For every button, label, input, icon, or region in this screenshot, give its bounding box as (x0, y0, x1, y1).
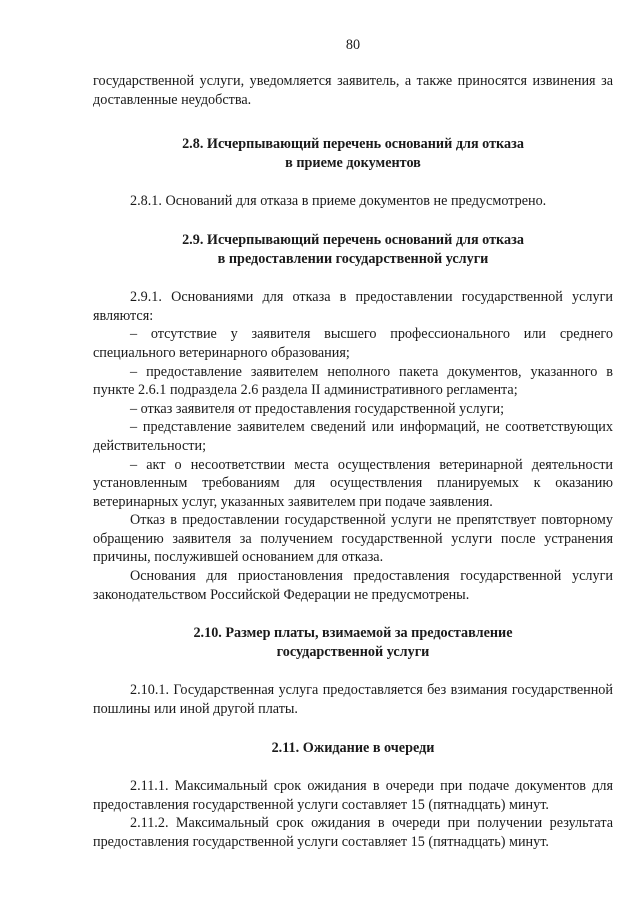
section-2-11-heading-line1: 2.11. Ожидание в очереди (271, 739, 435, 756)
paragraph-2-8-1: 2.8.1. Оснований для отказа в приеме документов не предусмотрено. (130, 193, 547, 210)
section-2-8-heading-line1: 2.8. Исчерпывающий перечень оснований для отказа (182, 136, 524, 153)
list-item-applicant-refusal: – отказ заявителя от предоставления государственной услуги; (130, 400, 505, 417)
paragraph-2-11-1: 2.11.1. Максимальный срок ожидания в очереди при подаче документов для предоставления государственной услуги составляет 15 (пятнадцать) минут. (93, 778, 613, 813)
section-2-9-heading (93, 231, 613, 268)
document-page (93, 36, 613, 852)
list-item-incomplete-package: – предоставление заявителем неполного пакета документов, указанного в пункте 2.6.1 подраздела 2.6 раздела II административного регламента; (93, 363, 613, 399)
section-2-10-heading-line2: государственной услуги (276, 643, 430, 660)
intro-paragraph: государственной услуги, уведомляется заявитель, а также приносятся извинения за доставленные неудобства. (93, 73, 613, 108)
list-item-no-education: – отсутствие у заявителя высшего профессионального или среднего специального ветеринарного образования; (93, 326, 613, 361)
section-2-10-heading (93, 624, 613, 661)
paragraph-2-10-1: 2.10.1. Государственная услуга предоставляется без взимания государственной пошлины или иной другой платы. (93, 682, 613, 718)
list-item-false-information: – представление заявителем сведений или информаций, не соответствующих действительности; (93, 419, 613, 454)
paragraph-suspension-grounds: Основания для приостановления предоставления государственной услуги законодательством Российской Федерации не предусмотрены. (93, 568, 613, 603)
page-number: 80 (345, 37, 361, 53)
section-2-9-heading-line1: 2.9. Исчерпывающий перечень оснований для отказа (182, 231, 524, 248)
section-2-9-heading-line2: в предоставлении государственной услуги (217, 250, 489, 267)
section-2-11-heading (93, 739, 613, 758)
section-2-8-heading (93, 135, 613, 172)
section-2-10-heading-line1: 2.10. Размер платы, взимаемой за предоставление (193, 625, 513, 642)
paragraph-2-11-2: 2.11.2. Максимальный срок ожидания в очереди при получении результата предоставления государственной услуги составляет 15 (пятнадцать) минут. (93, 815, 613, 850)
paragraph-2-9-1: 2.9.1. Основаниями для отказа в предоставлении государственной услуги являются: (93, 289, 613, 324)
paragraph-refusal-no-obstacle: Отказ в предоставлении государственной услуги не препятствует повторному обращению заявителя за получением государственной услуги после устранения причины, послужившей основанием для отказа. (93, 512, 613, 566)
list-item-nonconformity-act: – акт о несоответствии места осуществления ветеринарной деятельности установленным требованиям для осуществления планируемых к оказанию ветеринарных услуг, указанных заявителем при подаче заявления. (93, 456, 613, 510)
section-2-8-heading-line2: в приеме документов (285, 154, 421, 171)
